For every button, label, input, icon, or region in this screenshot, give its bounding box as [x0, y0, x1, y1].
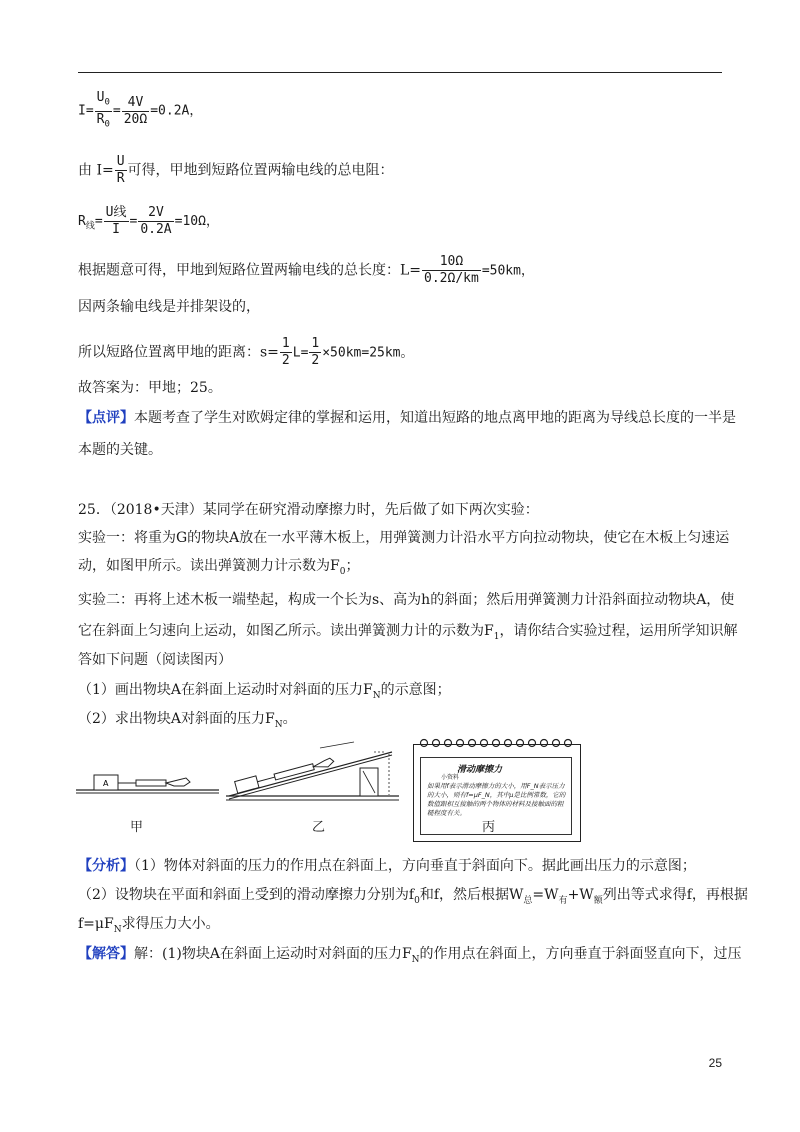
header-rule [78, 72, 722, 73]
card-text: 如果用f表示滑动摩擦力的大小，用F_N表示压力的大小，则有f=μF_N，其中μ是比例常数，它的数值跟相互接触的两个物体的材料及接触面的粗糙程度有关。 [427, 782, 566, 817]
caption-jia: 甲 [130, 820, 144, 835]
question-text: 动，如图甲所示。读出弹簧测力计示数为$F_0$； [78, 558, 360, 577]
formula-distance: 所以短路位置离甲地的距离：s= $\frac{1}{2}$ L= $\frac{1}{2}$ ×50km=25km。 [78, 336, 414, 368]
caption-yi: 乙 [312, 820, 326, 835]
page-number: 25 [708, 1056, 722, 1070]
question-text: 实验二：再将上述木板一端垫起，构成一个长为s、高为h的斜面；然后用弹簧测力计沿斜面拉动物块A，使 [78, 592, 735, 608]
formula-length: 根据题意可得，甲地到短路位置两输电线的总长度：L= $\frac{10\Omega}{0.2\Omega/km}$ =50km， [78, 254, 534, 286]
spring-scale [136, 780, 166, 786]
review-paragraph: 【点评】本题考查了学生对欧姆定律的掌握和运用，知道出短路的地点离甲地的距离为导线总长度的一半是 [78, 410, 736, 426]
question-title: 25．（2018•天津）某同学在研究滑动摩擦力时，先后做了如下两次实验： [78, 502, 539, 518]
card-content-box [420, 757, 572, 835]
hand [166, 778, 190, 786]
analysis-paragraph-cont: $f=\mu F_N$求得压力大小。 [78, 916, 220, 935]
card-title: 滑动摩擦力 [457, 765, 503, 775]
figure-bing-info-card [413, 744, 581, 842]
figure-jia-horizontal-pull [74, 740, 224, 800]
analysis-paragraph-cont: （2）设物块在平面和斜面上受到的滑动摩擦力分别为$f_0$和f，然后根据$W_总=W_有+W_额$列出等式求得f，再根据 [78, 887, 748, 906]
formula-resistance: $R_线=$ $\frac{\text{U线}}{I}$ = $\frac{2V}{0.2A}$ =10Ω， [78, 205, 219, 237]
answer-paragraph: 【解答】解：(1)物块A在斜面上运动时对斜面的压力$F_N$的作用点在斜面上，方向垂直于斜面竖直向下，过压 [78, 946, 742, 965]
text-line: 因两条输电线是并排架设的， [78, 299, 260, 315]
figure-yi-incline-pull [224, 740, 404, 804]
card-subtitle: 小资料 [441, 774, 460, 781]
analysis-paragraph: 【分析】（1）物体对斜面的压力的作用点在斜面上，方向垂直于斜面向下。据此画出压力的示意图； [78, 858, 696, 874]
analysis-tag: 【分析】 [78, 858, 134, 874]
formula-current: I= $\frac{U_0}{R_0}$ = $\frac{4V}{20\Omega}$ =0.2A， [78, 90, 203, 130]
spiral-binding [414, 737, 580, 749]
sub-question-1: （1）画出物块A在斜面上运动时对斜面的压力$F_N$的示意图； [78, 682, 451, 701]
answer-summary: 故答案为：甲地；25。 [78, 380, 222, 396]
question-text: 答如下问题（阅读图丙） [78, 652, 232, 668]
formula-ohm-law: 由 I= $\frac{U}{R}$ 可得，甲地到短路位置两输电线的总电阻： [78, 154, 394, 186]
sub-question-2: （2）求出物块A对斜面的压力$F_N$。 [78, 711, 297, 730]
review-tag: 【点评】 [78, 410, 134, 426]
question-text: 它在斜面上匀速向上运动，如图乙所示。读出弹簧测力计的示数为$F_1$，请你结合实验过程，运用所学知识解 [78, 623, 738, 642]
block-a-label: A [103, 779, 109, 788]
caption-bing: 丙 [482, 820, 496, 835]
review-paragraph-cont: 本题的关键。 [78, 442, 162, 458]
answer-tag: 【解答】 [78, 946, 134, 962]
question-text: 实验一：将重为G的物块A放在一水平薄木板上，用弹簧测力计沿水平方向拉动物块，使它在木板上匀速运 [78, 530, 730, 546]
